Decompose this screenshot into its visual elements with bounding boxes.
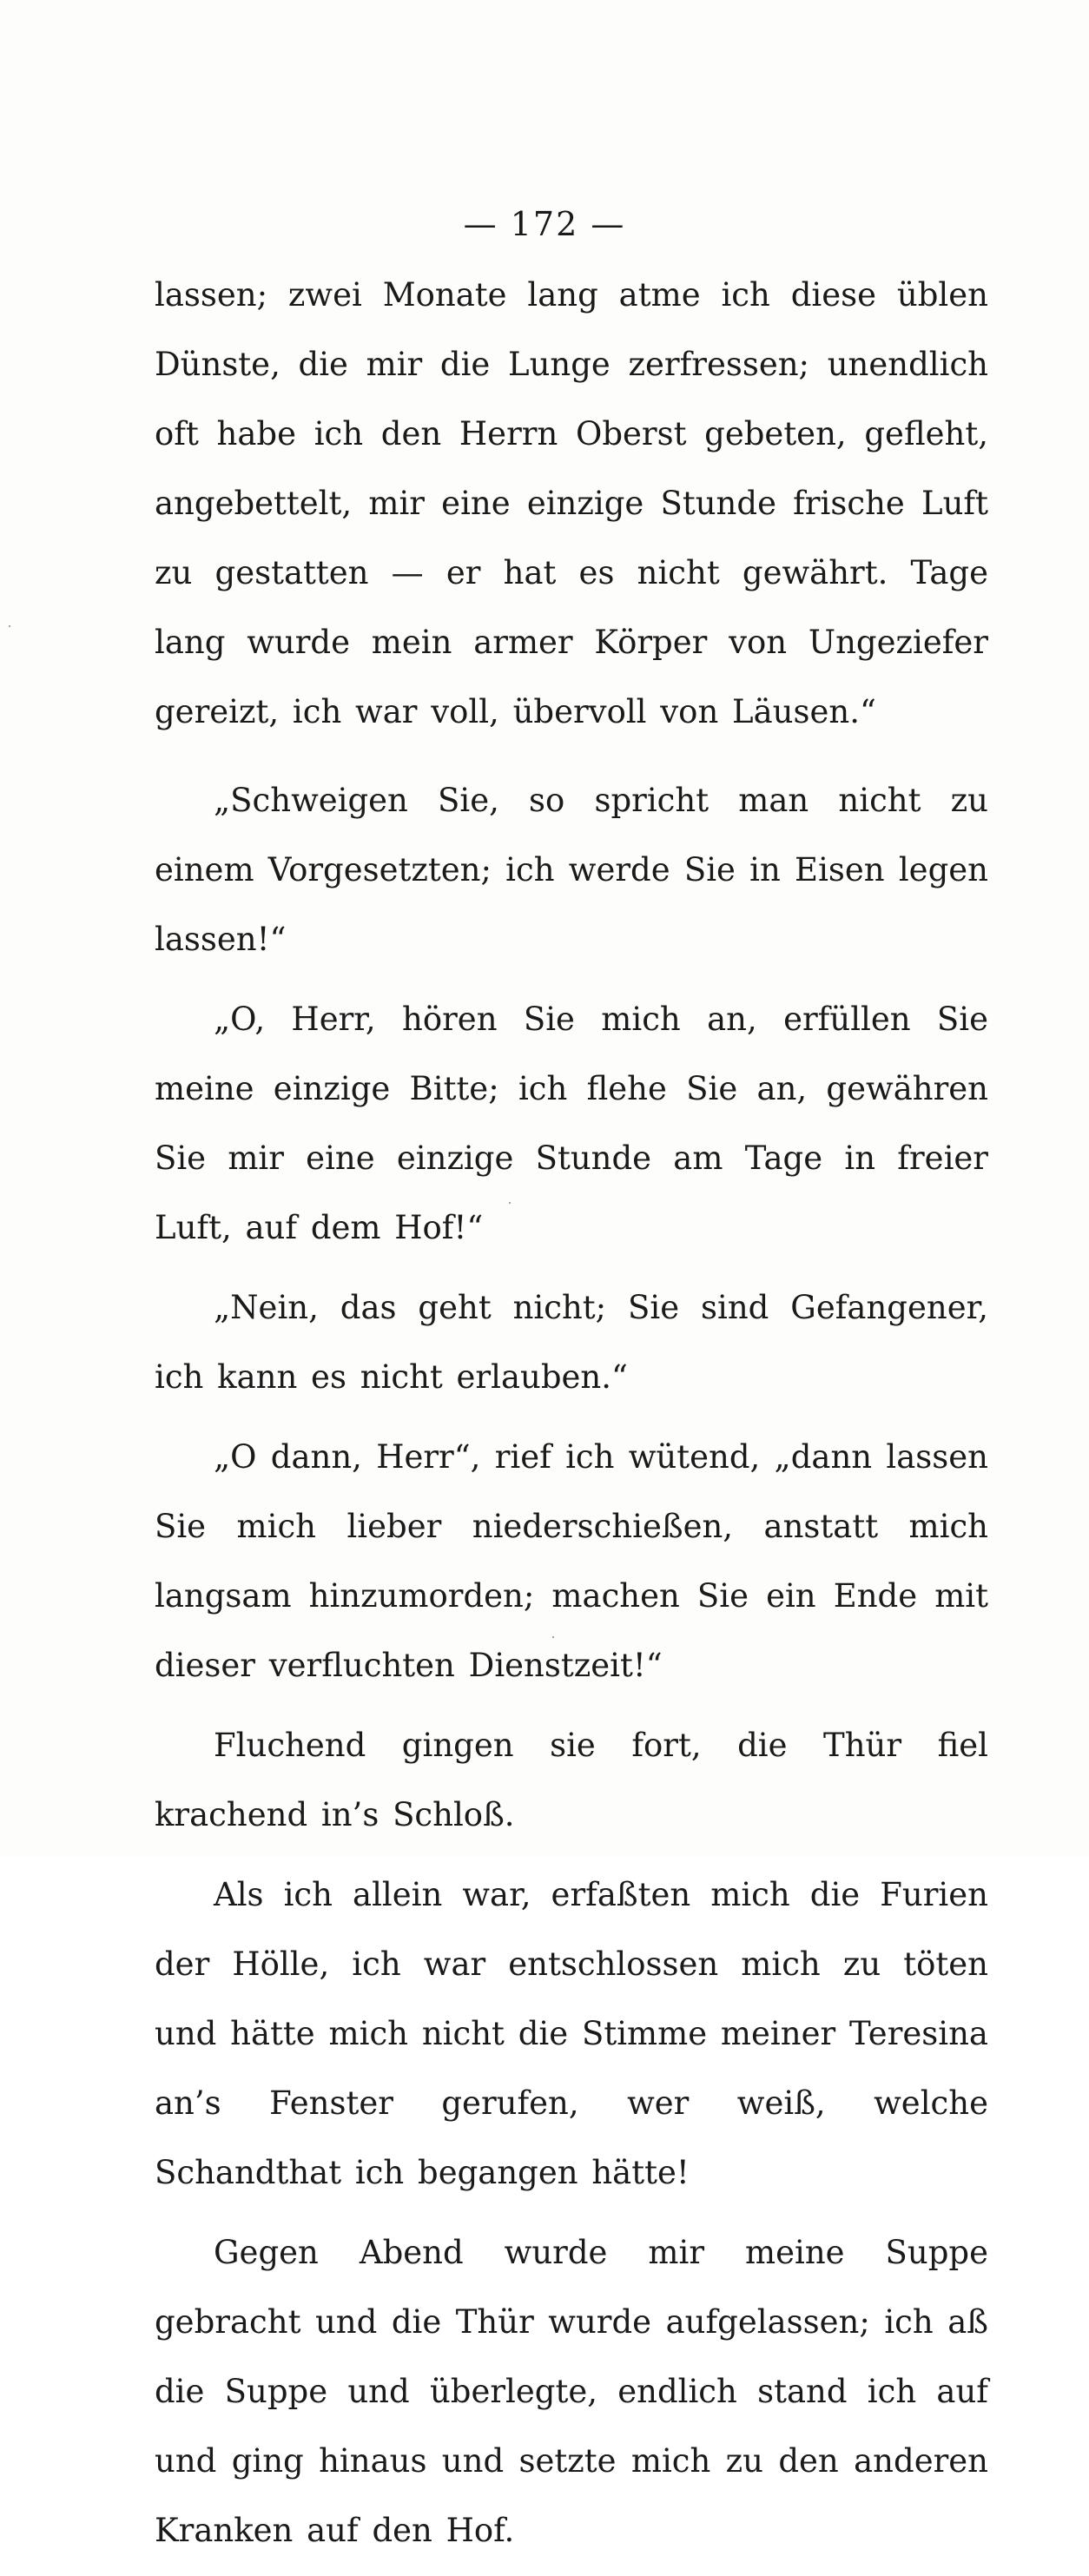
paper-speck: [552, 1636, 554, 1638]
paper-speck: [509, 1202, 511, 1204]
paragraph-4: „Nein, das geht nicht; Sie sind Gefangener, ich kann es nicht erlauben.“: [155, 1289, 988, 1396]
paper-speck: [9, 625, 10, 627]
body-text: [155, 261, 988, 2576]
paragraph-8: Gegen Abend wurde mir meine Suppe gebracht und die Thür wurde aufgelassen; ich aß die Suppe und überlegte, endlich stand ich auf und ging hinaus und setzte mich zu den anderen Kranken auf den Hof.: [155, 2234, 988, 2549]
page-number: — 172 —: [463, 205, 626, 243]
paragraph-1: lassen; zwei Monate lang atme ich diese üblen Dünste, die mir die Lunge zerfressen; unendlich oft habe ich den Herrn Oberst gebeten, gefleht, angebettelt, mir eine einzige Stunde frische Luft zu gestatten — er hat es nicht gewährt. Tage lang wurde mein armer Körper von Ungeziefer gereizt, ich war voll, übervoll von Läusen.“: [155, 276, 988, 730]
paragraph-6: Fluchend gingen sie fort, die Thür fiel krachend in’s Schloß.: [155, 1727, 988, 1833]
paragraph-3: „O, Herr, hören Sie mich an, erfüllen Sie meine einzige Bitte; ich flehe Sie an, gewähren Sie mir eine einzige Stunde am Tage in freier Luft, auf dem Hof!“: [155, 1001, 988, 1246]
paragraph-5: „O dann, Herr“, rief ich wütend, „dann lassen Sie mich lieber niederschießen, anstatt mich langsam hinzumorden; machen Sie ein Ende mit dieser verfluchten Dienstzeit!“: [155, 1438, 988, 1684]
paragraph-7: Als ich allein war, erfaßten mich die Furien der Hölle, ich war entschlossen mich zu töten und hätte mich nicht die Stimme meiner Teresina an’s Fenster gerufen, wer weiß, welche Schandthat ich begangen hätte!: [155, 1876, 988, 2191]
paragraph-2: „Schweigen Sie, so spricht man nicht zu einem Vorgesetzten; ich werde Sie in Eisen legen lassen!“: [155, 782, 988, 958]
